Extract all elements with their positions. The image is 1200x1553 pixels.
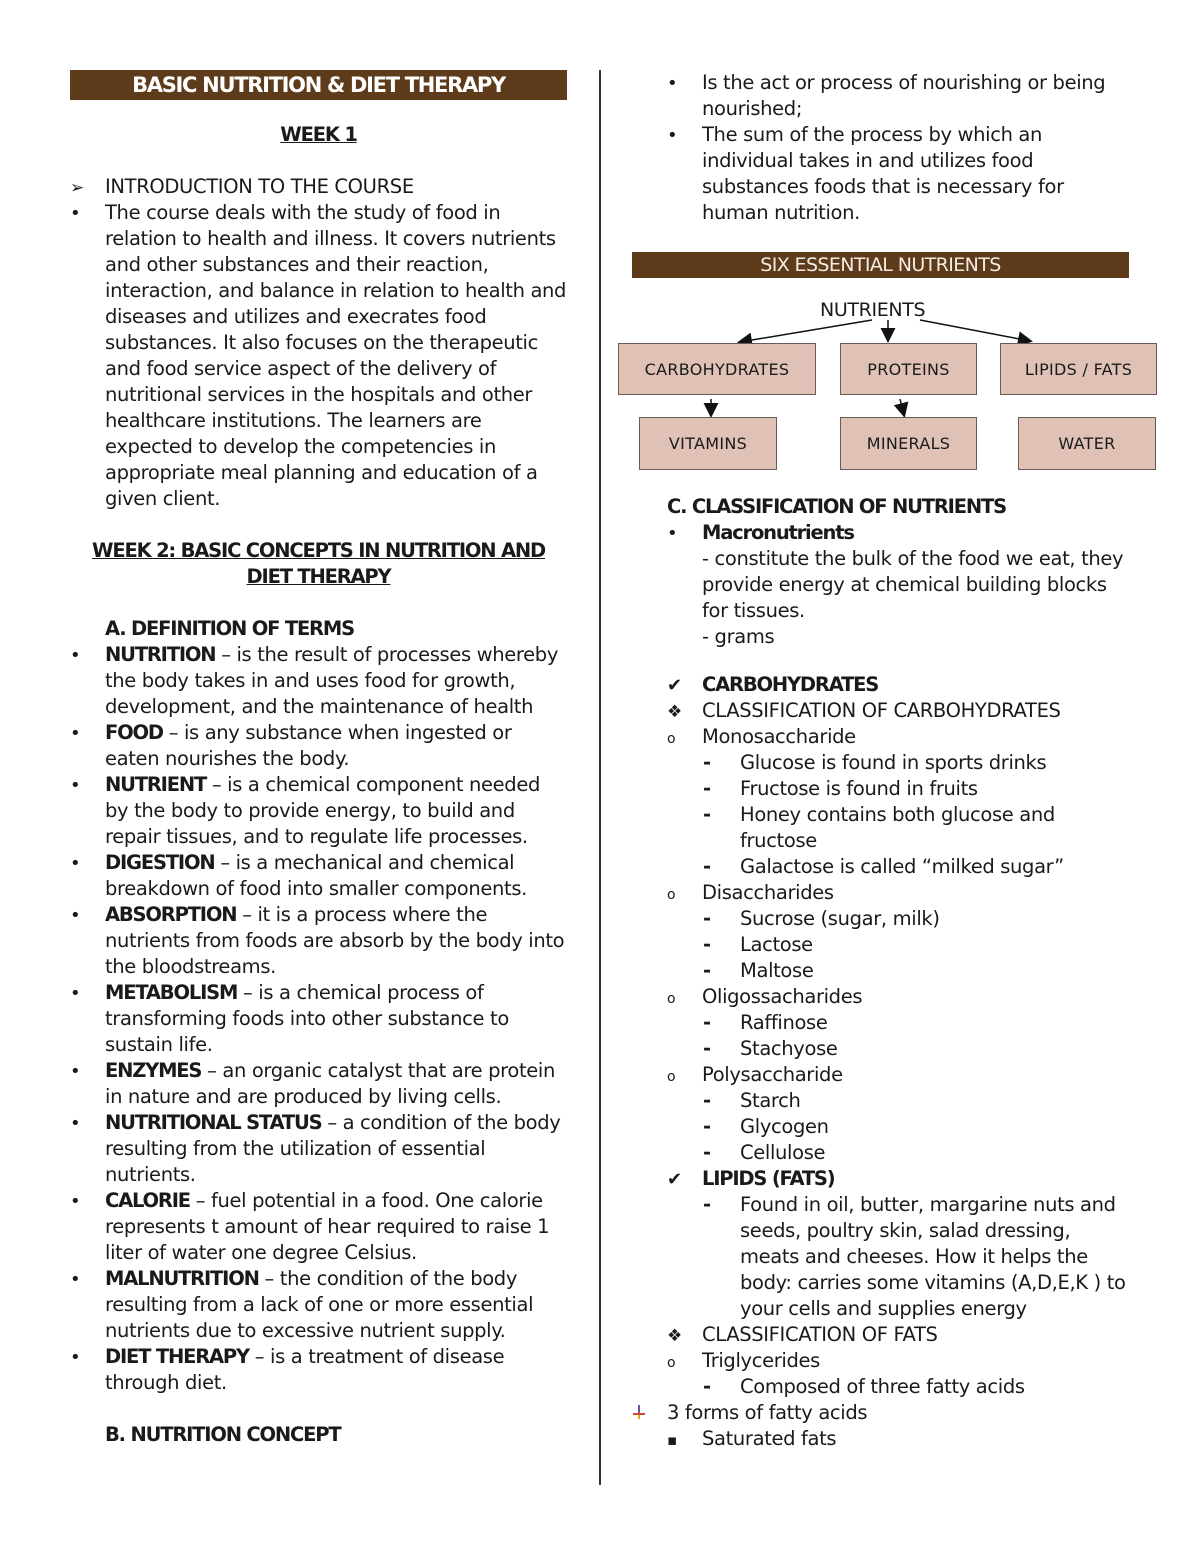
section-a-heading: A. DEFINITION OF TERMS (105, 617, 354, 640)
term-definition: – is the result of processes whereby the body takes in and uses food for growth, development, and the maintenance of health (105, 643, 559, 718)
diamond-bullet-icon (667, 1322, 697, 1349)
dash-bullet-icon (703, 1010, 733, 1036)
section-c-heading (632, 494, 1132, 520)
carbs-class-item (667, 698, 1132, 724)
intro-heading-item (70, 174, 567, 200)
circle-bullet-icon (667, 880, 697, 908)
definition-bullet (667, 122, 1132, 226)
term-definition: – is a chemical component needed by the body to provide energy, to build and repair tissues, and to regulate life processes. (105, 773, 540, 848)
carb-subitem-text: Raffinose (740, 1011, 828, 1034)
bullet-icon (70, 720, 100, 747)
term-definition: – it is a process where the nutrients from foods are absorb by the body into the bloodstreams. (105, 903, 565, 978)
arrow-to-carbohydrates (740, 320, 872, 342)
dash-bullet-icon (703, 1088, 733, 1114)
term-definition: – the condition of the body resulting from a lack of one or more essential nutrients due to excessive nutrient supply. (105, 1267, 534, 1342)
diagram-root-label: NUTRIENTS (820, 299, 926, 321)
push-pin-bullet-icon (632, 1404, 646, 1420)
term-definition: – a condition of the body resulting from the utilization of essential nutrients. (105, 1111, 561, 1186)
carb-subitem (703, 854, 1132, 880)
dash-bullet-icon (703, 802, 733, 828)
term-item (70, 1110, 567, 1188)
circle-bullet-icon (667, 724, 697, 752)
fat-subitem-text: Composed of three fatty acids (740, 1375, 1025, 1398)
bullet-icon (70, 850, 100, 877)
week2-heading (70, 538, 567, 590)
carb-subitem (703, 776, 1132, 802)
dash-bullet-icon (703, 1192, 733, 1218)
lipids-heading-item (667, 1166, 1132, 1192)
carb-group (667, 984, 1132, 1010)
bullet-icon (70, 980, 100, 1007)
term-item (70, 1266, 567, 1344)
term-name: ENZYMES (105, 1059, 202, 1082)
term-definition: – is a treatment of disease through diet. (105, 1345, 505, 1394)
six-essential-nutrients-banner: SIX ESSENTIAL NUTRIENTS (632, 252, 1129, 278)
carb-subitem-text: Glucose is found in sports drinks (740, 751, 1047, 774)
bullet-icon (70, 1110, 100, 1137)
term-name: DIET THERAPY (105, 1345, 249, 1368)
term-name: NUTRIENT (105, 773, 207, 796)
dash-bullet-icon (703, 906, 733, 932)
fatty-acid-forms: 3 forms of fatty acids (667, 1401, 868, 1424)
right-column (632, 70, 1132, 1452)
term-item (70, 1058, 567, 1110)
macronutrients-item (667, 520, 1132, 546)
carb-subitem (703, 932, 1132, 958)
macronutrients-desc: - constitute the bulk of the food we eat, they provide energy at chemical building blocks for tissues. (702, 547, 1124, 622)
term-name: NUTRITIONAL STATUS (105, 1111, 322, 1134)
dash-bullet-icon (703, 932, 733, 958)
term-name: CALORIE (105, 1189, 190, 1212)
term-definition: – is a mechanical and chemical breakdown of food into smaller components. (105, 851, 527, 900)
term-definition: – an organic catalyst that are protein in nature and are produced by living cells. (105, 1059, 555, 1108)
terms-list (70, 642, 567, 1396)
carb-subitem-text: Honey contains both glucose and fructose (740, 803, 1055, 852)
carb-group-name: Oligossacharides (702, 985, 863, 1008)
dash-bullet-icon (703, 1114, 733, 1140)
carb-subitem-text: Maltose (740, 959, 814, 982)
term-definition: – fuel potential in a food. One calorie represents t amount of hear required to raise 1 liter of water one degree Celsius. (105, 1189, 550, 1264)
term-name: FOOD (105, 721, 163, 744)
carb-subitem-text: Galactose is called “milked sugar” (740, 855, 1064, 878)
term-definition: – is a chemical process of transforming foods into other substance to sustain life. (105, 981, 509, 1056)
bullet-icon (667, 70, 697, 97)
bullet-icon (70, 642, 100, 669)
column-divider (599, 70, 601, 1485)
term-name: MALNUTRITION (105, 1267, 259, 1290)
term-item (70, 850, 567, 902)
term-definition: – is any substance when ingested or eaten nourishes the body. (105, 721, 512, 770)
intro-item (70, 200, 567, 512)
carbs-heading-item (667, 672, 1132, 698)
week2-heading-line2: DIET THERAPY (246, 565, 391, 588)
carb-subitem-text: Cellulose (740, 1141, 826, 1164)
carb-group-name: Monosaccharide (702, 725, 856, 748)
bullet-icon (70, 902, 100, 929)
term-name: NUTRITION (105, 643, 216, 666)
document-title: BASIC NUTRITION & DIET THERAPY (70, 70, 567, 100)
carb-subitem (703, 1088, 1132, 1114)
box-minerals: MINERALS (840, 417, 977, 470)
carb-subitem-text: Glycogen (740, 1115, 829, 1138)
definition-bullet (667, 70, 1132, 122)
carb-subitem (703, 1036, 1132, 1062)
box-proteins: PROTEINS (840, 343, 977, 395)
week1-heading: WEEK 1 (280, 123, 357, 146)
fatty-acid-forms-item (632, 1400, 1132, 1426)
carb-subitem-text: Starch (740, 1089, 801, 1112)
carb-group (667, 1062, 1132, 1088)
carb-group (667, 880, 1132, 906)
carbs-class-heading: CLASSIFICATION OF CARBOHYDRATES (702, 699, 1061, 722)
macronutrients-unit: - grams (702, 625, 775, 648)
dash-bullet-icon (703, 854, 733, 880)
carb-subitem (703, 958, 1132, 984)
carb-subitem (703, 802, 1132, 854)
lipids-desc: Found in oil, butter, margarine nuts and seeds, poultry skin, salad dressing, meats and cheeses. How it helps the body: carries some vitamins (A,D,E,K ) to your cells and supplies energy (740, 1193, 1126, 1320)
box-carbohydrates: CARBOHYDRATES (618, 343, 816, 395)
circle-bullet-icon (667, 1348, 697, 1376)
term-item (70, 980, 567, 1058)
term-item (70, 720, 567, 772)
lipids-desc-item (703, 1192, 1132, 1322)
carb-group-name: Disaccharides (702, 881, 834, 904)
definition-text: The sum of the process by which an individual takes in and utilizes food substances foods that is necessary for human nutrition. (702, 123, 1064, 224)
carb-subitem-text: Sucrose (sugar, milk) (740, 907, 940, 930)
term-name: DIGESTION (105, 851, 215, 874)
dash-bullet-icon (703, 958, 733, 984)
term-item (70, 1344, 567, 1396)
bullet-icon (70, 1266, 100, 1293)
carb-subitem (703, 750, 1132, 776)
dash-bullet-icon (703, 1140, 733, 1166)
dash-bullet-icon (703, 1036, 733, 1062)
fats-class-heading: CLASSIFICATION OF FATS (702, 1323, 938, 1346)
bullet-icon (667, 122, 697, 149)
fat-subitem (703, 1374, 1132, 1400)
section-b-heading: B. NUTRITION CONCEPT (105, 1423, 341, 1446)
term-name: METABOLISM (105, 981, 238, 1004)
carb-subitem-text: Stachyose (740, 1037, 838, 1060)
term-item (70, 902, 567, 980)
week2-heading-line1: WEEK 2: BASIC CONCEPTS IN NUTRITION AND (92, 539, 545, 562)
box-water: WATER (1018, 417, 1156, 470)
nutrient-diagram (615, 300, 1175, 490)
intro-heading: INTRODUCTION TO THE COURSE (105, 175, 414, 198)
triglycerides-label: Triglycerides (702, 1349, 820, 1372)
carb-subitem (703, 1010, 1132, 1036)
dash-bullet-icon (703, 1374, 733, 1400)
bullet-icon (70, 1058, 100, 1085)
section-c-label: C. CLASSIFICATION OF NUTRIENTS (667, 495, 1006, 518)
dash-bullet-icon (703, 776, 733, 802)
arrow-to-lipids (920, 320, 1030, 341)
term-item (70, 772, 567, 850)
carb-group (667, 724, 1132, 750)
term-item (70, 642, 567, 720)
carbs-heading: CARBOHYDRATES (702, 673, 879, 696)
term-name: ABSORPTION (105, 903, 237, 926)
carb-subitem-text: Fructose is found in fruits (740, 777, 978, 800)
check-icon (667, 1166, 697, 1193)
fats-class-item (667, 1322, 1132, 1348)
box-vitamins: VITAMINS (639, 417, 777, 470)
bullet-icon (70, 1344, 100, 1371)
square-bullet-icon (667, 1426, 697, 1453)
bullet-icon (667, 520, 697, 547)
bullet-icon (70, 1188, 100, 1215)
circle-bullet-icon (667, 984, 697, 1012)
carb-subitem (703, 1114, 1132, 1140)
circle-bullet-icon (667, 1062, 697, 1090)
fat-group (667, 1348, 1132, 1374)
carb-subitem-text: Lactose (740, 933, 813, 956)
term-item (70, 1188, 567, 1266)
carb-subitem (703, 1140, 1132, 1166)
lipids-heading: LIPIDS (FATS) (702, 1167, 835, 1190)
carb-group-name: Polysaccharide (702, 1063, 843, 1086)
definition-text: Is the act or process of nourishing or being nourished; (702, 71, 1106, 120)
carb-subitem (703, 906, 1132, 932)
intro-text: The course deals with the study of food in relation to health and illness. It covers nutrients and other substances and their reaction, interaction, and balance in relation to health and diseases and utilizes and execrates food substances. It also focuses on the therapeutic and food service aspect of the delivery of nutritional services in the hospitals and other healthcare institutions. The learners are expected to develop the competencies in appropriate meal planning and education of a given client. (105, 201, 567, 510)
bullet-icon (70, 772, 100, 799)
diamond-bullet-icon (667, 698, 697, 725)
check-icon (667, 672, 697, 699)
arrow-to-minerals (900, 399, 904, 415)
arrow-bullet-icon (70, 174, 100, 201)
box-lipids-fats: LIPIDS / FATS (1000, 343, 1157, 395)
left-column (70, 70, 567, 1448)
saturated-fats: Saturated fats (702, 1427, 837, 1450)
bullet-icon (70, 200, 100, 227)
fatty-acid-type (667, 1426, 1132, 1452)
macronutrients-title: Macronutrients (702, 521, 854, 544)
dash-bullet-icon (703, 750, 733, 776)
